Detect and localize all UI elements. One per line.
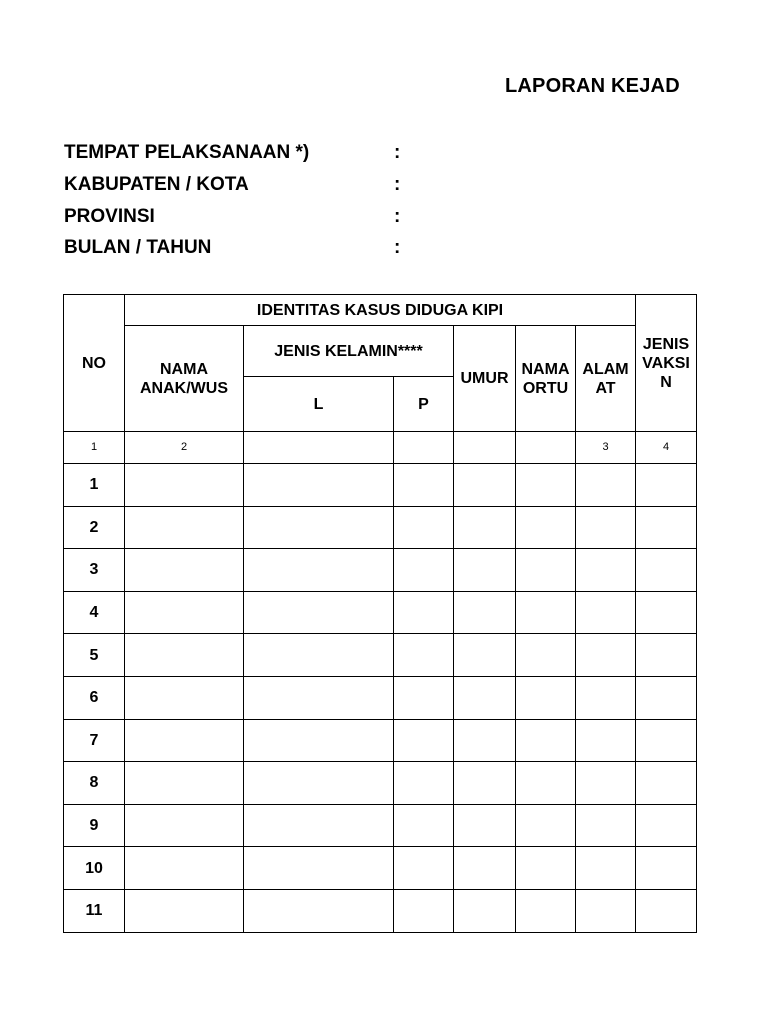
table-cell[interactable] <box>516 847 576 890</box>
table-cell[interactable] <box>454 634 516 677</box>
table-cell[interactable] <box>636 634 697 677</box>
table-cell[interactable] <box>244 676 394 719</box>
index-cell <box>394 432 454 464</box>
header-identitas: IDENTITAS KASUS DIDUGA KIPI <box>125 295 636 326</box>
table-cell[interactable] <box>576 464 636 507</box>
table-cell[interactable] <box>244 464 394 507</box>
table-cell[interactable] <box>244 847 394 890</box>
index-cell: 3 <box>576 432 636 464</box>
index-cell: 2 <box>125 432 244 464</box>
table-row <box>64 889 697 932</box>
table-cell[interactable] <box>244 506 394 549</box>
table-cell[interactable] <box>454 506 516 549</box>
table-cell[interactable] <box>576 889 636 932</box>
header-no: NO <box>64 295 125 432</box>
field-colon: : <box>394 174 401 195</box>
table-row <box>64 762 697 805</box>
field-kabupaten-kota <box>64 174 424 200</box>
row-number: 9 <box>64 804 125 847</box>
table-cell[interactable] <box>454 889 516 932</box>
row-number: 5 <box>64 634 125 677</box>
field-tempat-pelaksanaan <box>64 142 424 168</box>
table-cell[interactable] <box>125 591 244 634</box>
table-cell[interactable] <box>454 804 516 847</box>
header-jenis-kelamin: JENIS KELAMIN**** <box>244 326 454 377</box>
table-cell[interactable] <box>454 676 516 719</box>
table-cell[interactable] <box>636 676 697 719</box>
row-number: 4 <box>64 591 125 634</box>
index-cell <box>516 432 576 464</box>
field-bulan-tahun <box>64 237 424 263</box>
row-number: 3 <box>64 549 125 592</box>
kipi-report-table <box>63 294 697 933</box>
table-cell[interactable] <box>454 464 516 507</box>
table-cell[interactable] <box>454 847 516 890</box>
table-cell[interactable] <box>576 762 636 805</box>
table-cell[interactable] <box>244 549 394 592</box>
field-label: BULAN / TAHUN <box>64 237 212 258</box>
field-label: TEMPAT PELAKSANAAN *) <box>64 142 310 163</box>
table-cell[interactable] <box>244 634 394 677</box>
table-cell[interactable] <box>394 676 454 719</box>
table-cell[interactable] <box>636 591 697 634</box>
table-cell[interactable] <box>125 506 244 549</box>
index-cell <box>454 432 516 464</box>
table-cell[interactable] <box>576 676 636 719</box>
table-cell[interactable] <box>576 549 636 592</box>
table-cell[interactable] <box>636 464 697 507</box>
table-cell[interactable] <box>125 847 244 890</box>
table-cell[interactable] <box>516 464 576 507</box>
row-number: 1 <box>64 464 125 507</box>
header-l: L <box>244 377 394 432</box>
row-number: 2 <box>64 506 125 549</box>
table-cell[interactable] <box>394 634 454 677</box>
table-cell[interactable] <box>516 591 576 634</box>
table-row <box>64 719 697 762</box>
table-row <box>64 634 697 677</box>
table-cell[interactable] <box>244 762 394 805</box>
table-cell[interactable] <box>454 719 516 762</box>
row-number: 7 <box>64 719 125 762</box>
table-cell[interactable] <box>576 634 636 677</box>
table-row <box>64 506 697 549</box>
table-cell[interactable] <box>125 464 244 507</box>
table-cell[interactable] <box>394 804 454 847</box>
table-cell[interactable] <box>394 889 454 932</box>
table-cell[interactable] <box>394 719 454 762</box>
table-cell[interactable] <box>125 549 244 592</box>
table-cell[interactable] <box>244 889 394 932</box>
table-cell[interactable] <box>516 889 576 932</box>
row-number: 8 <box>64 762 125 805</box>
table-cell[interactable] <box>576 804 636 847</box>
table-cell[interactable] <box>394 464 454 507</box>
table-cell[interactable] <box>516 506 576 549</box>
header-umur: UMUR <box>454 326 516 432</box>
index-cell <box>244 432 394 464</box>
table-cell[interactable] <box>576 719 636 762</box>
field-colon: : <box>394 237 401 258</box>
index-cell: 4 <box>636 432 697 464</box>
header-jenis-vaksin: JENIS VAKSI N <box>636 295 697 432</box>
table-cell[interactable] <box>125 676 244 719</box>
table-cell[interactable] <box>244 591 394 634</box>
table-cell[interactable] <box>394 591 454 634</box>
table-cell[interactable] <box>516 549 576 592</box>
table-cell[interactable] <box>636 762 697 805</box>
field-label: PROVINSI <box>64 206 155 227</box>
table-cell[interactable] <box>454 549 516 592</box>
table-cell[interactable] <box>636 506 697 549</box>
table-row <box>64 549 697 592</box>
index-row <box>64 432 697 464</box>
table-cell[interactable] <box>125 804 244 847</box>
table-cell[interactable] <box>636 889 697 932</box>
table-cell[interactable] <box>516 804 576 847</box>
table-cell[interactable] <box>125 719 244 762</box>
header-nama-anak: NAMA ANAK/WUS <box>125 326 244 432</box>
table-row <box>64 676 697 719</box>
table-row <box>64 804 697 847</box>
field-label: KABUPATEN / KOTA <box>64 174 249 195</box>
table-cell[interactable] <box>454 762 516 805</box>
table-cell[interactable] <box>516 719 576 762</box>
table-cell[interactable] <box>636 847 697 890</box>
index-cell: 1 <box>64 432 125 464</box>
field-colon: : <box>394 206 401 227</box>
document-title: LAPORAN KEJAD <box>505 75 680 97</box>
table-cell[interactable] <box>125 634 244 677</box>
table-row <box>64 591 697 634</box>
table-cell[interactable] <box>636 549 697 592</box>
table-cell[interactable] <box>576 591 636 634</box>
table-cell[interactable] <box>454 591 516 634</box>
table-cell[interactable] <box>125 889 244 932</box>
table-row <box>64 847 697 890</box>
table-cell[interactable] <box>394 847 454 890</box>
table-cell[interactable] <box>576 506 636 549</box>
table-cell[interactable] <box>636 804 697 847</box>
table-cell[interactable] <box>516 676 576 719</box>
header-nama-ortu: NAMA ORTU <box>516 326 576 432</box>
row-number: 11 <box>64 889 125 932</box>
row-number: 6 <box>64 676 125 719</box>
field-colon: : <box>394 142 401 163</box>
field-provinsi <box>64 206 424 232</box>
table-cell[interactable] <box>244 804 394 847</box>
table-cell[interactable] <box>516 634 576 677</box>
table-cell[interactable] <box>394 506 454 549</box>
row-number: 10 <box>64 847 125 890</box>
table-cell[interactable] <box>394 549 454 592</box>
table-cell[interactable] <box>576 847 636 890</box>
table-cell[interactable] <box>125 762 244 805</box>
header-p: P <box>394 377 454 432</box>
table-cell[interactable] <box>636 719 697 762</box>
table-row <box>64 464 697 507</box>
table-cell[interactable] <box>244 719 394 762</box>
table-cell[interactable] <box>516 762 576 805</box>
header-alamat: ALAM AT <box>576 326 636 432</box>
table-cell[interactable] <box>394 762 454 805</box>
